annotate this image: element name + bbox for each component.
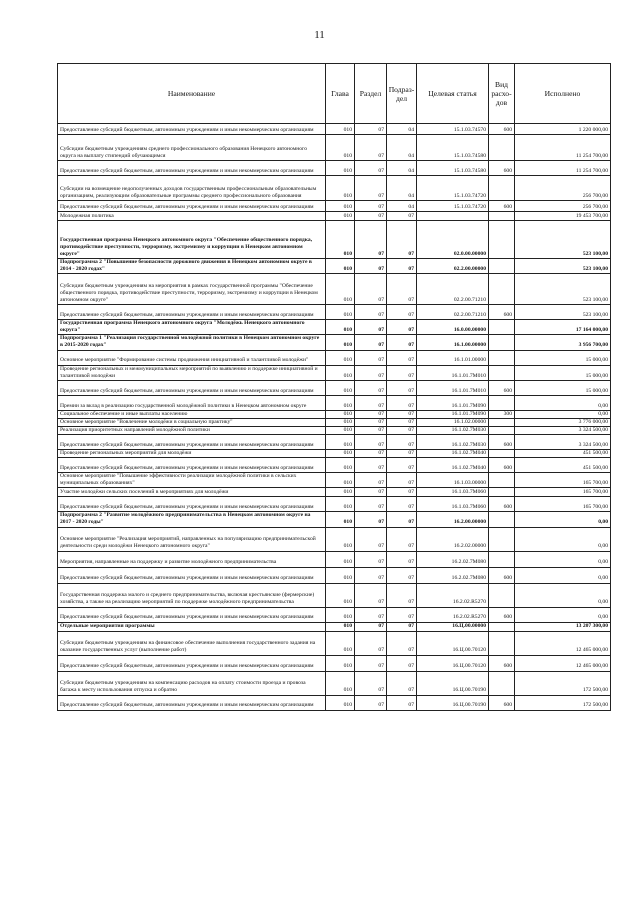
cell-razdel: 07 <box>355 631 387 655</box>
cell-vid <box>489 176 515 201</box>
cell-target: 02.2.00.71210 <box>417 305 489 320</box>
cell-target: 02.2.00.00000 <box>417 259 489 274</box>
cell-razdel: 07 <box>355 695 387 710</box>
cell-razdel: 07 <box>355 497 387 512</box>
cell-razdel: 07 <box>355 418 387 426</box>
cell-razdel: 07 <box>355 671 387 695</box>
cell-podrazdel: 07 <box>387 259 417 274</box>
cell-target: 16.1.02.7М030 <box>417 435 489 450</box>
cell-glava: 010 <box>326 426 355 434</box>
cell-target: 16.2.02.7М080 <box>417 567 489 583</box>
cell-podrazdel: 07 <box>387 512 417 527</box>
cell-executed: 12 465 000,00 <box>515 631 611 655</box>
cell-razdel: 07 <box>355 583 387 607</box>
cell-name: Проведение региональных мероприятий для молодёжи <box>58 450 326 458</box>
cell-target: 16.1.02.00000 <box>417 418 489 426</box>
cell-vid <box>489 488 515 497</box>
cell-target: 15.1.03.74720 <box>417 201 489 212</box>
cell-razdel: 07 <box>355 274 387 305</box>
cell-podrazdel: 07 <box>387 622 417 631</box>
cell-vid <box>489 395 515 410</box>
cell-vid <box>489 671 515 695</box>
cell-podrazdel: 07 <box>387 335 417 350</box>
cell-razdel: 07 <box>355 320 387 335</box>
cell-executed: 15 000,00 <box>515 365 611 380</box>
cell-razdel: 07 <box>355 488 387 497</box>
table-row <box>58 350 611 365</box>
cell-name: Субсидии бюджетным учреждениям на компенсацию расходов на оплату стоимости проезда и провоза багажа к месту использования отпуска и обратно <box>58 671 326 695</box>
cell-vid <box>489 450 515 458</box>
cell-target: 16.Ц.00.70120 <box>417 631 489 655</box>
cell-vid <box>489 527 515 551</box>
cell-vid <box>489 622 515 631</box>
cell-name: Основное мероприятие "Формирование системы продвижения инициативной и талантливой молодёжи" <box>58 350 326 365</box>
cell-name: Мероприятия, направленные на поддержку и развитие молодёжного предпринимательства <box>58 551 326 567</box>
cell-name: Государственная программа Ненецкого автономного округа "Обеспечение общественного порядка, противодействие преступности, терроризму, экстремизму и коррупции в Ненецком автономном округе" <box>58 221 326 259</box>
cell-name: Субсидии бюджетным учреждениям на финансовое обеспечение выполнения государственного задания на оказание государственных услуг (выполнение работ) <box>58 631 326 655</box>
cell-target: 16.Ц.00.70190 <box>417 695 489 710</box>
cell-vid: 600 <box>489 305 515 320</box>
cell-executed: 3 324 500,00 <box>515 426 611 434</box>
cell-podrazdel: 07 <box>387 527 417 551</box>
cell-razdel: 07 <box>355 135 387 161</box>
cell-glava: 010 <box>326 350 355 365</box>
cell-glava: 010 <box>326 497 355 512</box>
cell-name: Молодежная политика <box>58 212 326 221</box>
cell-vid <box>489 320 515 335</box>
cell-executed: 523 100,00 <box>515 259 611 274</box>
cell-glava: 010 <box>326 671 355 695</box>
table-row <box>58 135 611 161</box>
cell-glava: 010 <box>326 458 355 473</box>
table-row <box>58 512 611 527</box>
table-row <box>58 695 611 710</box>
cell-podrazdel: 07 <box>387 583 417 607</box>
cell-executed: 1 220 000,00 <box>515 124 611 135</box>
budget-table <box>57 63 611 711</box>
cell-razdel: 07 <box>355 410 387 418</box>
cell-target: 16.Ц.00.00000 <box>417 622 489 631</box>
cell-glava: 010 <box>326 410 355 418</box>
cell-podrazdel: 04 <box>387 161 417 176</box>
cell-glava: 010 <box>326 395 355 410</box>
table-row <box>58 161 611 176</box>
cell-podrazdel: 07 <box>387 695 417 710</box>
table-row <box>58 567 611 583</box>
cell-name: Отдельные мероприятия программы <box>58 622 326 631</box>
cell-vid: 600 <box>489 124 515 135</box>
cell-razdel: 07 <box>355 380 387 395</box>
cell-name: Социальное обеспечение и иные выплаты населению <box>58 410 326 418</box>
cell-razdel: 07 <box>355 395 387 410</box>
table-row <box>58 212 611 221</box>
cell-name: Основное мероприятие "Вовлечение молодёжи в социальную практику" <box>58 418 326 426</box>
table-row <box>58 488 611 497</box>
cell-glava: 010 <box>326 488 355 497</box>
cell-vid <box>489 512 515 527</box>
cell-name: Государственная программа Ненецкого автономного округа "Молодёжь Ненецкого автономного округа" <box>58 320 326 335</box>
cell-executed: 11 254 700,00 <box>515 135 611 161</box>
header-target: Целевая статья <box>417 64 489 124</box>
cell-glava: 010 <box>326 124 355 135</box>
cell-podrazdel: 04 <box>387 201 417 212</box>
cell-name: Субсидии на возмещение недополученных доходов государственным профессиональным образовательным организациям, реализующим образовательные программы среднего профессионального образования <box>58 176 326 201</box>
cell-podrazdel: 07 <box>387 418 417 426</box>
cell-glava: 010 <box>326 221 355 259</box>
cell-glava: 010 <box>326 418 355 426</box>
cell-executed: 12 465 000,00 <box>515 655 611 671</box>
cell-vid <box>489 426 515 434</box>
cell-name: Предоставление субсидий бюджетным, автономным учреждениям и иным некоммерческим организациям <box>58 497 326 512</box>
cell-razdel: 07 <box>355 335 387 350</box>
table-row <box>58 497 611 512</box>
cell-executed: 0,00 <box>515 551 611 567</box>
cell-vid <box>489 418 515 426</box>
cell-podrazdel: 07 <box>387 274 417 305</box>
cell-name: Субсидии бюджетным учреждениям среднего профессионального образования Ненецкого автономного округа на выплату стипендий обучающимся <box>58 135 326 161</box>
cell-target: 02.0.00.00000 <box>417 221 489 259</box>
cell-executed: 451 500,00 <box>515 458 611 473</box>
cell-podrazdel: 07 <box>387 450 417 458</box>
cell-vid <box>489 135 515 161</box>
cell-name: Участие молодёжи сельских поселений в мероприятиях для молодёжи <box>58 488 326 497</box>
cell-executed: 3 956 700,00 <box>515 335 611 350</box>
cell-razdel: 07 <box>355 212 387 221</box>
cell-name: Предоставление субсидий бюджетным, автономным учреждениям и иным некоммерческим организациям <box>58 567 326 583</box>
cell-target: 16.1.02.7М030 <box>417 426 489 434</box>
cell-razdel: 07 <box>355 450 387 458</box>
cell-target: 16.2.02.R5270 <box>417 607 489 622</box>
cell-razdel: 07 <box>355 161 387 176</box>
cell-name: Предоставление субсидий бюджетным, автономным учреждениям и иным некоммерческим организациям <box>58 435 326 450</box>
cell-target: 16.1.01.7М090 <box>417 410 489 418</box>
table-row <box>58 335 611 350</box>
cell-executed: 172 500,00 <box>515 695 611 710</box>
table-row <box>58 320 611 335</box>
cell-glava: 010 <box>326 695 355 710</box>
cell-vid: 300 <box>489 410 515 418</box>
table-row <box>58 259 611 274</box>
table-row <box>58 631 611 655</box>
cell-target: 15.1.03.74580 <box>417 161 489 176</box>
cell-glava: 010 <box>326 176 355 201</box>
cell-target: 16.2.02.7М080 <box>417 551 489 567</box>
cell-executed: 451 500,00 <box>515 450 611 458</box>
cell-name: Премии за вклад в реализацию государственной молодёжной политики в Ненецком автономном округе <box>58 395 326 410</box>
cell-glava: 010 <box>326 305 355 320</box>
table-row <box>58 655 611 671</box>
cell-target: 16.0.00.00000 <box>417 320 489 335</box>
cell-podrazdel: 07 <box>387 380 417 395</box>
cell-executed: 19 453 700,00 <box>515 212 611 221</box>
table-row <box>58 607 611 622</box>
cell-razdel: 07 <box>355 435 387 450</box>
cell-vid <box>489 631 515 655</box>
cell-vid <box>489 350 515 365</box>
cell-razdel: 07 <box>355 259 387 274</box>
table-header-row <box>58 64 611 124</box>
cell-target: 16.1.00.00000 <box>417 335 489 350</box>
table-row <box>58 274 611 305</box>
cell-podrazdel: 07 <box>387 458 417 473</box>
cell-target: 16.1.01.7М090 <box>417 395 489 410</box>
cell-razdel: 07 <box>355 527 387 551</box>
cell-podrazdel: 07 <box>387 435 417 450</box>
table-row <box>58 305 611 320</box>
cell-podrazdel: 07 <box>387 497 417 512</box>
cell-executed: 3 324 500,00 <box>515 435 611 450</box>
cell-podrazdel: 07 <box>387 551 417 567</box>
cell-executed: 165 700,00 <box>515 473 611 488</box>
table-row <box>58 176 611 201</box>
cell-glava: 010 <box>326 527 355 551</box>
cell-name: Основное мероприятие "Реализация мероприятий, направленных на популяризацию предпринимательской деятельности среди молодёжи Ненецкого автономного округа" <box>58 527 326 551</box>
cell-podrazdel: 04 <box>387 176 417 201</box>
cell-podrazdel: 07 <box>387 212 417 221</box>
table-row <box>58 671 611 695</box>
cell-target: 15.1.03.74720 <box>417 176 489 201</box>
cell-target: 16.Ц.00.70190 <box>417 671 489 695</box>
cell-glava: 010 <box>326 655 355 671</box>
cell-target: 16.1.02.7М040 <box>417 450 489 458</box>
header-executed: Исполнено <box>515 64 611 124</box>
cell-razdel: 07 <box>355 365 387 380</box>
cell-executed: 15 000,00 <box>515 380 611 395</box>
cell-target: 15.1.03.74580 <box>417 135 489 161</box>
cell-name: Предоставление субсидий бюджетным, автономным учреждениям и иным некоммерческим организациям <box>58 201 326 212</box>
table-body <box>58 124 611 711</box>
cell-glava: 010 <box>326 622 355 631</box>
table-row <box>58 622 611 631</box>
cell-executed: 0,00 <box>515 527 611 551</box>
table-row <box>58 435 611 450</box>
cell-executed: 523 100,00 <box>515 305 611 320</box>
cell-vid: 600 <box>489 607 515 622</box>
cell-glava: 010 <box>326 551 355 567</box>
cell-executed: 523 100,00 <box>515 221 611 259</box>
cell-podrazdel: 07 <box>387 631 417 655</box>
cell-target <box>417 212 489 221</box>
header-podrazdel: Подраз-дел <box>387 64 417 124</box>
cell-executed: 523 100,00 <box>515 274 611 305</box>
cell-vid <box>489 221 515 259</box>
cell-executed: 256 700,00 <box>515 201 611 212</box>
table-row <box>58 426 611 434</box>
cell-podrazdel: 07 <box>387 426 417 434</box>
table-row <box>58 450 611 458</box>
cell-podrazdel: 04 <box>387 124 417 135</box>
cell-razdel: 07 <box>355 426 387 434</box>
cell-vid <box>489 365 515 380</box>
cell-name: Подпрограмма 1 "Реализация государственной молодёжной политики в Ненецком автономном округе в 2015-2020 годах" <box>58 335 326 350</box>
cell-target: 16.1.03.7М060 <box>417 497 489 512</box>
cell-executed: 17 164 000,00 <box>515 320 611 335</box>
cell-vid: 600 <box>489 567 515 583</box>
cell-glava: 010 <box>326 335 355 350</box>
cell-podrazdel: 07 <box>387 350 417 365</box>
cell-podrazdel: 07 <box>387 365 417 380</box>
cell-vid <box>489 212 515 221</box>
cell-glava: 010 <box>326 583 355 607</box>
cell-glava: 010 <box>326 435 355 450</box>
cell-executed: 0,00 <box>515 567 611 583</box>
cell-name: Предоставление субсидий бюджетным, автономным учреждениям и иным некоммерческим организациям <box>58 695 326 710</box>
cell-name: Предоставление субсидий бюджетным, автономным учреждениям и иным некоммерческим организациям <box>58 458 326 473</box>
cell-glava: 010 <box>326 450 355 458</box>
cell-vid: 600 <box>489 380 515 395</box>
table-row <box>58 221 611 259</box>
cell-target: 16.1.02.7М040 <box>417 458 489 473</box>
cell-glava: 010 <box>326 607 355 622</box>
cell-podrazdel: 07 <box>387 473 417 488</box>
cell-podrazdel: 07 <box>387 305 417 320</box>
cell-podrazdel: 04 <box>387 135 417 161</box>
table-row <box>58 395 611 410</box>
cell-executed: 165 700,00 <box>515 497 611 512</box>
table-row <box>58 527 611 551</box>
cell-target: 16.2.00.00000 <box>417 512 489 527</box>
cell-podrazdel: 07 <box>387 488 417 497</box>
cell-vid <box>489 274 515 305</box>
cell-razdel: 07 <box>355 176 387 201</box>
cell-executed: 165 700,00 <box>515 488 611 497</box>
cell-razdel: 07 <box>355 305 387 320</box>
cell-glava: 010 <box>326 135 355 161</box>
cell-vid <box>489 473 515 488</box>
cell-name: Субсидии бюджетным учреждениям на мероприятия в рамках государственной программы "Обеспечение общественного порядка, противодействие преступности, терроризму, экстремизму и коррупции в Ненецком автономном округе" <box>58 274 326 305</box>
cell-glava: 010 <box>326 259 355 274</box>
cell-podrazdel: 07 <box>387 221 417 259</box>
cell-podrazdel: 07 <box>387 395 417 410</box>
cell-executed: 0,00 <box>515 410 611 418</box>
header-name: Наименование <box>58 64 326 124</box>
cell-name: Основное мероприятие "Повышение эффективности реализации молодёжной политики в сельских муниципальных образованиях" <box>58 473 326 488</box>
cell-podrazdel: 07 <box>387 410 417 418</box>
cell-vid <box>489 583 515 607</box>
cell-target: 16.1.01.7М010 <box>417 380 489 395</box>
cell-podrazdel: 07 <box>387 567 417 583</box>
cell-name: Предоставление субсидий бюджетным, автономным учреждениям и иным некоммерческим организациям <box>58 380 326 395</box>
cell-target: 16.2.02.R5270 <box>417 583 489 607</box>
cell-vid: 600 <box>489 161 515 176</box>
cell-target: 16.1.03.7М060 <box>417 488 489 497</box>
cell-executed: 13 207 300,00 <box>515 622 611 631</box>
cell-glava: 010 <box>326 274 355 305</box>
cell-razdel: 07 <box>355 458 387 473</box>
header-glava: Глава <box>326 64 355 124</box>
cell-executed: 172 500,00 <box>515 671 611 695</box>
cell-name: Государственная поддержка малого и среднего предпринимательства, включая крестьянские (фермерские) хозяйства, а также на реализацию мероприятий по поддержке молодёжного предпринимательства <box>58 583 326 607</box>
cell-glava: 010 <box>326 201 355 212</box>
cell-vid <box>489 259 515 274</box>
cell-target: 16.Ц.00.70120 <box>417 655 489 671</box>
cell-executed: 256 700,00 <box>515 176 611 201</box>
cell-vid: 600 <box>489 458 515 473</box>
cell-glava: 010 <box>326 161 355 176</box>
cell-target: 16.1.03.00000 <box>417 473 489 488</box>
cell-name: Подпрограмма 2 "Развитие молодёжного предпринимательства в Ненецком автономном округе на 2017 - 2020 годы" <box>58 512 326 527</box>
header-razdel: Раздел <box>355 64 387 124</box>
cell-vid: 600 <box>489 435 515 450</box>
cell-name: Предоставление субсидий бюджетным, автономным учреждениям и иным некоммерческим организациям <box>58 607 326 622</box>
table-row <box>58 380 611 395</box>
cell-podrazdel: 07 <box>387 320 417 335</box>
header-vid: Вид расхо-дов <box>489 64 515 124</box>
cell-name: Предоставление субсидий бюджетным, автономным учреждениям и иным некоммерческим организациям <box>58 124 326 135</box>
cell-glava: 010 <box>326 380 355 395</box>
table-row <box>58 201 611 212</box>
cell-target: 15.1.03.74570 <box>417 124 489 135</box>
cell-razdel: 07 <box>355 473 387 488</box>
cell-glava: 010 <box>326 512 355 527</box>
table-row <box>58 365 611 380</box>
cell-razdel: 07 <box>355 221 387 259</box>
cell-glava: 010 <box>326 473 355 488</box>
cell-executed: 0,00 <box>515 583 611 607</box>
cell-vid: 600 <box>489 201 515 212</box>
cell-razdel: 07 <box>355 124 387 135</box>
cell-razdel: 07 <box>355 567 387 583</box>
table-row <box>58 124 611 135</box>
cell-executed: 3 776 000,00 <box>515 418 611 426</box>
cell-razdel: 07 <box>355 512 387 527</box>
cell-target: 16.2.02.00000 <box>417 527 489 551</box>
cell-podrazdel: 07 <box>387 607 417 622</box>
cell-razdel: 07 <box>355 655 387 671</box>
cell-executed: 11 254 700,00 <box>515 161 611 176</box>
cell-podrazdel: 07 <box>387 655 417 671</box>
cell-executed: 0,00 <box>515 395 611 410</box>
table-row <box>58 583 611 607</box>
cell-name: Реализация приоритетных направлений молодёжной политики <box>58 426 326 434</box>
cell-glava: 010 <box>326 212 355 221</box>
cell-target: 16.1.01.7М010 <box>417 365 489 380</box>
cell-name: Предоставление субсидий бюджетным, автономным учреждениям и иным некоммерческим организациям <box>58 305 326 320</box>
cell-name: Предоставление субсидий бюджетным, автономным учреждениям и иным некоммерческим организациям <box>58 161 326 176</box>
cell-name: Предоставление субсидий бюджетным, автономным учреждениям и иным некоммерческим организациям <box>58 655 326 671</box>
table-row <box>58 418 611 426</box>
cell-executed: 0,00 <box>515 607 611 622</box>
page-number: 11 <box>314 29 325 41</box>
cell-target: 16.1.01.00000 <box>417 350 489 365</box>
cell-glava: 010 <box>326 567 355 583</box>
cell-razdel: 07 <box>355 622 387 631</box>
cell-target: 02.2.00.71210 <box>417 274 489 305</box>
cell-razdel: 07 <box>355 607 387 622</box>
cell-glava: 010 <box>326 320 355 335</box>
table-row <box>58 410 611 418</box>
table-row <box>58 458 611 473</box>
cell-razdel: 07 <box>355 350 387 365</box>
cell-executed: 15 000,00 <box>515 350 611 365</box>
cell-vid: 600 <box>489 497 515 512</box>
cell-razdel: 07 <box>355 201 387 212</box>
cell-vid <box>489 551 515 567</box>
table-row <box>58 473 611 488</box>
cell-vid: 600 <box>489 695 515 710</box>
table-row <box>58 551 611 567</box>
cell-name: Проведение региональных и межмуниципальных мероприятий по выявлению и поддержке инициативной и талантливой молодёжи <box>58 365 326 380</box>
cell-name: Подпрограмма 2 "Повышение безопасности дорожного движения в Ненецком автономном округе в 2014 - 2020 годах" <box>58 259 326 274</box>
cell-podrazdel: 07 <box>387 671 417 695</box>
cell-vid <box>489 335 515 350</box>
cell-glava: 010 <box>326 365 355 380</box>
cell-vid: 600 <box>489 655 515 671</box>
cell-executed: 0,00 <box>515 512 611 527</box>
cell-razdel: 07 <box>355 551 387 567</box>
cell-glava: 010 <box>326 631 355 655</box>
